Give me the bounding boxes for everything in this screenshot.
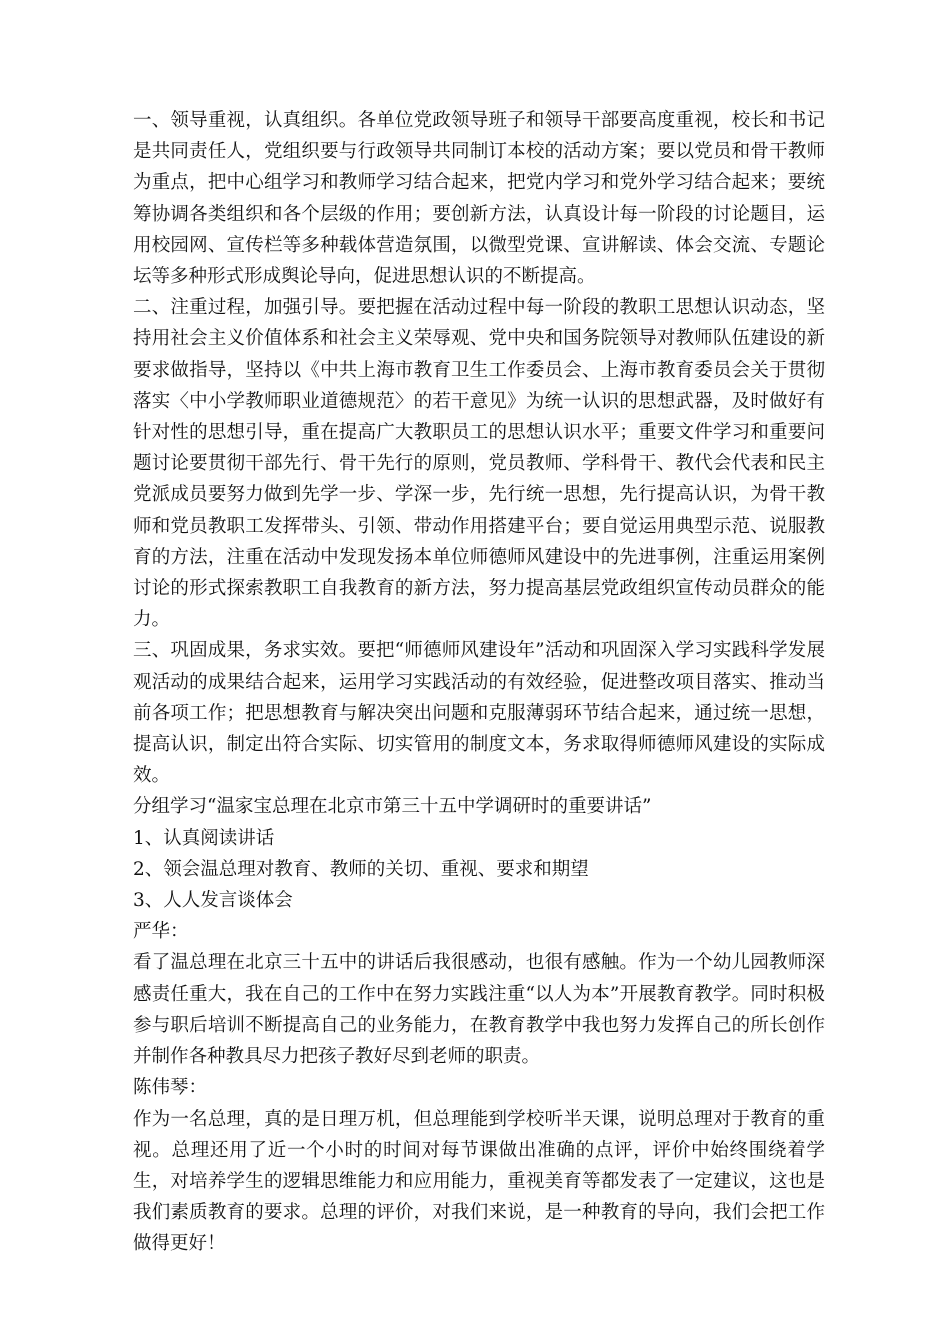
speaker-text-yanhua: 看了温总理在北京三十五中的讲话后我很感动，也很有感触。作为一个幼儿园教师深感责任重大，我在自己的工作中在努力实践注重“以人为本”开展教育教学。同时积极参与职后培训不断提高自己的业务能力，在教育教学中我也努力发挥自己的所长创作并制作各种教具尽力把孩子教好尽到老师的职责。 — [133, 952, 825, 1068]
speaker-name-yanhua: 严华： — [133, 921, 189, 943]
paragraph-leadership: 一、领导重视，认真组织。各单位党政领导班子和领导干部要高度重视，校长和书记是共同责任人，党组织要与行政领导共同制订本校的活动方案；要以党员和骨干教师为重点，把中心组学习和教师学习结合起来，把党内学习和党外学习结合起来；要统筹协调各类组织和各个层级的作用；要创新方法，认真设计每一阶段的讨论题目，运用校园网、宣传栏等多种载体营造氛围，以微型党课、宣讲解读、体会交流、专题论坛等多种形式形成舆论导向，促进思想认识的不断提高。 — [133, 110, 825, 288]
study-heading: 分组学习“温家宝总理在北京市第三十五中学调研时的重要讲话” — [133, 796, 652, 818]
study-item-1: 1、认真阅读讲话 — [133, 827, 275, 849]
paragraph-process: 二、注重过程，加强引导。要把握在活动过程中每一阶段的教职工思想认识动态，坚持用社会主义价值体系和社会主义荣辱观、党中央和国务院领导对教师队伍建设的新要求做指导，坚持以《中共上海市教育卫生工作委员会、上海市教育委员会关于贯彻落实〈中小学教师职业道德规范〉的若干意见》为统一认识的思想武器，及时做好有针对性的思想引导，重在提高广大教职员工的思想认识水平；重要文件学习和重要问题讨论要贯彻干部先行、骨干先行的原则，党员教师、学科骨干、教代会代表和民主党派成员要努力做到先学一步、学深一步，先行统一思想，先行提高认识，为骨干教师和党员教职工发挥带头、引领、带动作用搭建平台；要自觉运用典型示范、说服教育的方法，注重在活动中发现发扬本单位师德师风建设中的先进事例，注重运用案例讨论的形式探索教职工自我教育的新方法，努力提高基层党政组织宣传动员群众的能力。 — [133, 297, 825, 631]
paragraph-results: 三、巩固成果，务求实效。要把“师德师风建设年”活动和巩固深入学习实践科学发展观活动的成果结合起来，运用学习实践活动的有效经验，促进整改项目落实、推动当前各项工作；把思想教育与解决突出问题和克服薄弱环节结合起来，通过统一思想，提高认识，制定出符合实际、切实管用的制度文本，务求取得师德师风建设的实际成效。 — [133, 640, 825, 787]
study-item-2: 2、领会温总理对教育、教师的关切、重视、要求和期望 — [133, 858, 589, 880]
study-item-3: 3、人人发言谈体会 — [133, 890, 293, 912]
document-body — [133, 105, 825, 1260]
speaker-text-chenweiqin: 作为一名总理，真的是日理万机，但总理能到学校听半天课，说明总理对于教育的重视。总理还用了近一个小时的时间对每节课做出准确的点评，评价中始终围绕着学生，对培养学生的逻辑思维能力和应用能力，重视美育等都发表了一定建议，这也是我们素质教育的要求。总理的评价，对我们来说，是一种教育的导向，我们会把工作做得更好！ — [133, 1108, 825, 1255]
speaker-name-chenweiqin: 陈伟琴： — [133, 1077, 208, 1099]
